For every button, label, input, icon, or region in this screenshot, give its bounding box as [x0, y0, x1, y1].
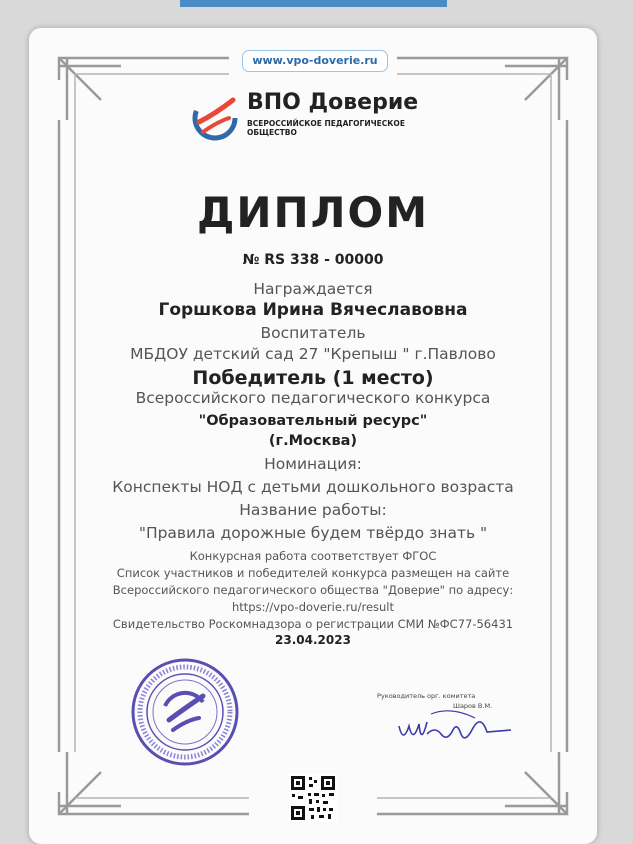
site-url[interactable]: www.vpo-doverie.ru: [242, 50, 388, 72]
note-line: Список участников и победителей конкурса размещен на сайте: [116, 566, 510, 580]
stamp-seal: [129, 656, 241, 768]
signature-name: Шаров В.М.: [453, 702, 493, 710]
brand-logo: [189, 90, 439, 146]
result: Победитель (1 место): [192, 367, 434, 389]
work-title: "Правила дорожные будем твёрдо знать ": [138, 524, 488, 542]
diploma-number: № RS 338 - 00000: [242, 252, 384, 268]
diploma-page: [29, 28, 597, 844]
issue-date: 23.04.2023: [275, 633, 351, 647]
contest-name: "Образовательный ресурс": [198, 413, 428, 429]
nomination-label: Номинация:: [264, 455, 362, 473]
top-scroll-bar: [180, 0, 447, 7]
work-label: Название работы:: [239, 501, 387, 519]
note-line: Конкурсная работа соответствует ФГОС: [189, 549, 437, 563]
diploma-title: ДИПЛОМ: [196, 188, 430, 237]
signature-label: Руководитель орг. комитета: [377, 692, 476, 700]
note-line: Всероссийского педагогического общества "Доверие" по адресу:: [112, 583, 514, 597]
contest-type: Всероссийского педагогического конкурса: [135, 389, 491, 407]
brand-subtitle: ВСЕРОССИЙСКОЕ ПЕДАГОГИЧЕСКОЕ ОБЩЕСТВО: [247, 119, 405, 137]
recipient-name: Горшкова Ирина Вячеславовна: [158, 300, 468, 320]
note-line: Свидетельство Роскомнадзора о регистрации СМИ №ФС77-56431: [112, 617, 514, 631]
recipient-position: Воспитатель: [260, 324, 366, 342]
recipient-organization: МБДОУ детский сад 27 "Крепыш " г.Павлово: [130, 345, 496, 363]
nomination: Конспекты НОД с детьми дошкольного возраста: [112, 478, 514, 496]
qr-code-icon[interactable]: [289, 774, 337, 822]
result-link[interactable]: https://vpo-doverie.ru/result: [231, 600, 395, 614]
handwritten-signature: [391, 704, 521, 754]
contest-city: (г.Москва): [268, 433, 358, 449]
brand-name: ВПО Доверие: [247, 90, 419, 115]
brand-logo-icon: [189, 92, 241, 144]
awarded-label: Награждается: [253, 280, 373, 298]
